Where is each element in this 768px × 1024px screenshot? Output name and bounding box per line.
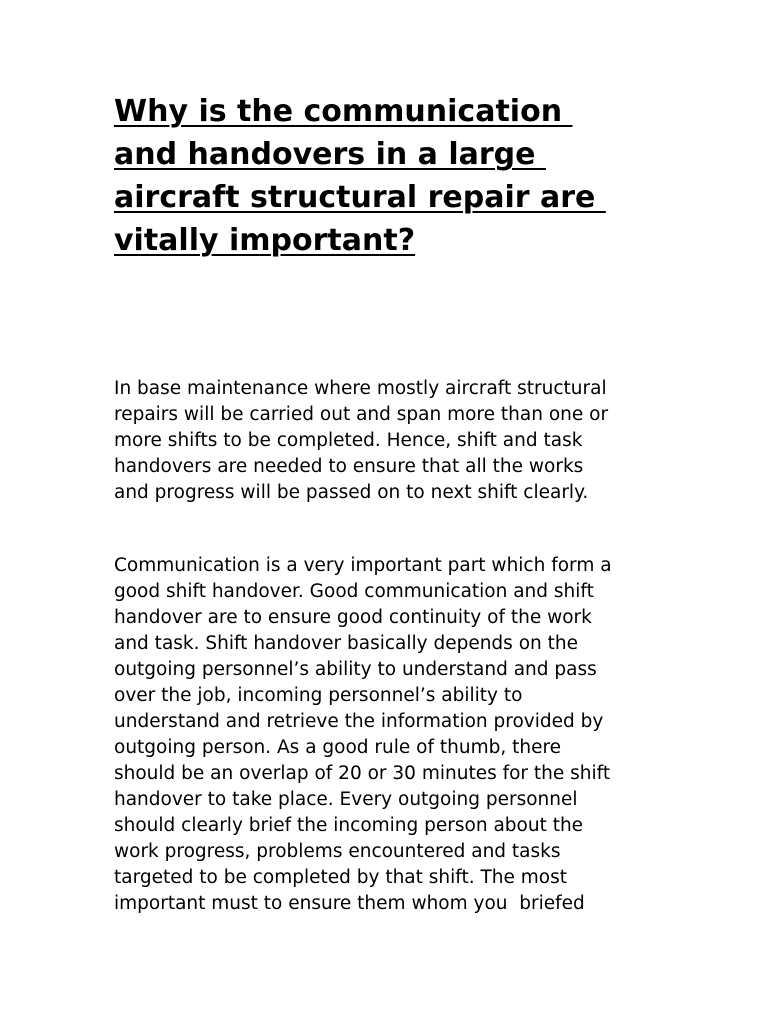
paragraph-line: In base maintenance where mostly aircraft structural xyxy=(114,378,607,399)
paragraph-line: outgoing personnel’s ability to understand and pass xyxy=(114,659,597,680)
paragraph-line: should be an overlap of 20 or 30 minutes for the shift xyxy=(114,763,611,784)
paragraph-line: work progress, problems encountered and tasks xyxy=(114,841,561,862)
paragraph-line: repairs will be carried out and span more than one or xyxy=(114,404,609,425)
paragraph-line: Communication is a very important part which form a xyxy=(114,555,612,576)
title-line: vitally important? xyxy=(114,223,416,258)
paragraph-line: and progress will be passed on to next shift clearly. xyxy=(114,482,589,503)
document-title xyxy=(114,90,674,262)
paragraph-line: good shift handover. Good communication and shift xyxy=(114,581,594,602)
title-line: Why is the communication xyxy=(114,94,573,129)
paragraph-line: handovers are needed to ensure that all the works xyxy=(114,456,584,477)
paragraph-line: over the job, incoming personnel’s ability to xyxy=(114,685,523,706)
paragraph-line: understand and retrieve the information provided by xyxy=(114,711,604,732)
paragraph-line: and task. Shift handover basically depends on the xyxy=(114,633,578,654)
paragraph-communication xyxy=(114,553,674,917)
paragraph-line: handover to take place. Every outgoing personnel xyxy=(114,789,578,810)
paragraph-line: targeted to be completed by that shift. The most xyxy=(114,867,567,888)
paragraph-line: important must to ensure them whom you briefed xyxy=(114,893,585,914)
title-line: and handovers in a large xyxy=(114,137,546,172)
title-line: aircraft structural repair are xyxy=(114,180,606,215)
paragraph-line: more shifts to be completed. Hence, shift and task xyxy=(114,430,583,451)
paragraph-base-maintenance xyxy=(114,376,674,506)
paragraph-line: handover are to ensure good continuity of the work xyxy=(114,607,592,628)
paragraph-line: outgoing person. As a good rule of thumb, there xyxy=(114,737,562,758)
paragraph-line: should clearly brief the incoming person about the xyxy=(114,815,584,836)
